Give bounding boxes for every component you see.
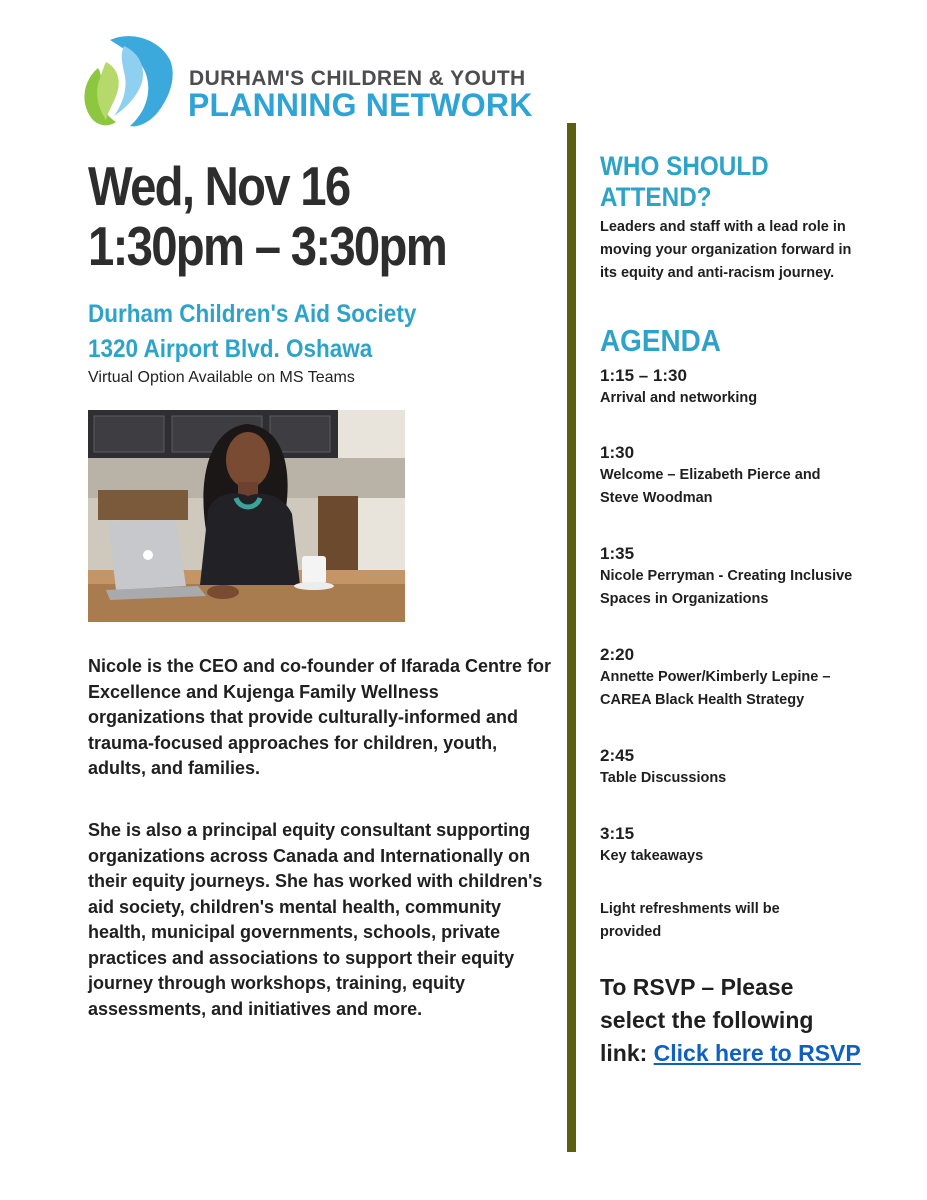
- who-should-attend-title-line1: WHO SHOULD: [600, 151, 769, 181]
- virtual-option-note: Virtual Option Available on MS Teams: [88, 369, 355, 386]
- agenda-item: [600, 543, 860, 611]
- agenda-item-time: 1:15 – 1:30: [600, 366, 687, 385]
- rsvp-prefix: To RSVP – Please select the following link:: [600, 974, 814, 1066]
- organization-logo: [80, 30, 560, 130]
- refreshments-note: Light refreshments will be provided: [600, 901, 780, 940]
- who-should-attend-title-line2: ATTEND?: [600, 182, 712, 212]
- agenda-title: AGENDA: [600, 323, 721, 358]
- speaker-photo: [88, 410, 405, 622]
- agenda-item-description: Key takeaways: [600, 848, 704, 864]
- agenda-item-time: 2:20: [600, 645, 635, 664]
- agenda-item: [600, 745, 860, 790]
- logo-text-line2: PLANNING NETWORK: [188, 87, 533, 123]
- event-time: 1:30pm – 3:30pm: [88, 215, 447, 277]
- event-date: Wed, Nov 16: [88, 155, 350, 217]
- agenda-item-time: 1:30: [600, 443, 635, 462]
- column-divider: [567, 123, 576, 1152]
- venue-address: 1320 Airport Blvd. Oshawa: [88, 335, 373, 363]
- who-should-attend-text: Leaders and staff with a lead role in moving your organization forward in its equity and anti-racism journey.: [600, 219, 852, 281]
- speaker-bio-paragraph-1: Nicole is the CEO and co-founder of Ifarada Centre for Excellence and Kujenga Family Wellness organizations that provide culturally-informed and trauma-focused approaches for children, youth, adults, and families.: [88, 656, 552, 778]
- venue-name: Durham Children's Aid Society: [88, 300, 417, 328]
- agenda-item-time: 2:45: [600, 746, 635, 765]
- agenda-item-time: 3:15: [600, 824, 635, 843]
- agenda-item: [600, 823, 860, 868]
- durham-network-logo-icon: [80, 34, 176, 130]
- agenda-item-description: Nicole Perryman - Creating Inclusive Spaces in Organizations: [600, 568, 853, 607]
- agenda-item: [600, 442, 860, 510]
- agenda-item-description: Arrival and networking: [600, 390, 758, 406]
- speaker-bio-paragraph-2: She is also a principal equity consultant supporting organizations across Canada and Internationally on their equity journeys. She has worked with children's aid society, children's mental health, community health, municipal governments, schools, private practices and associations to support their equity journey through workshops, training, equity assessments, and initiatives and more.: [88, 820, 543, 1019]
- agenda-item: [600, 365, 860, 410]
- agenda-item-description: Welcome – Elizabeth Pierce and Steve Woodman: [600, 467, 821, 506]
- rsvp-link[interactable]: Click here to RSVP: [653, 1040, 861, 1066]
- who-should-attend-section: [600, 151, 860, 285]
- agenda-item: [600, 644, 860, 712]
- agenda-item-description: Table Discussions: [600, 770, 727, 786]
- logo-text-line1: DURHAM'S CHILDREN & YOUTH: [189, 67, 526, 90]
- agenda-item-description: Annette Power/Kimberly Lepine – CAREA Black Health Strategy: [600, 669, 831, 708]
- rsvp-text: [600, 971, 862, 1070]
- agenda-item-time: 1:35: [600, 544, 635, 563]
